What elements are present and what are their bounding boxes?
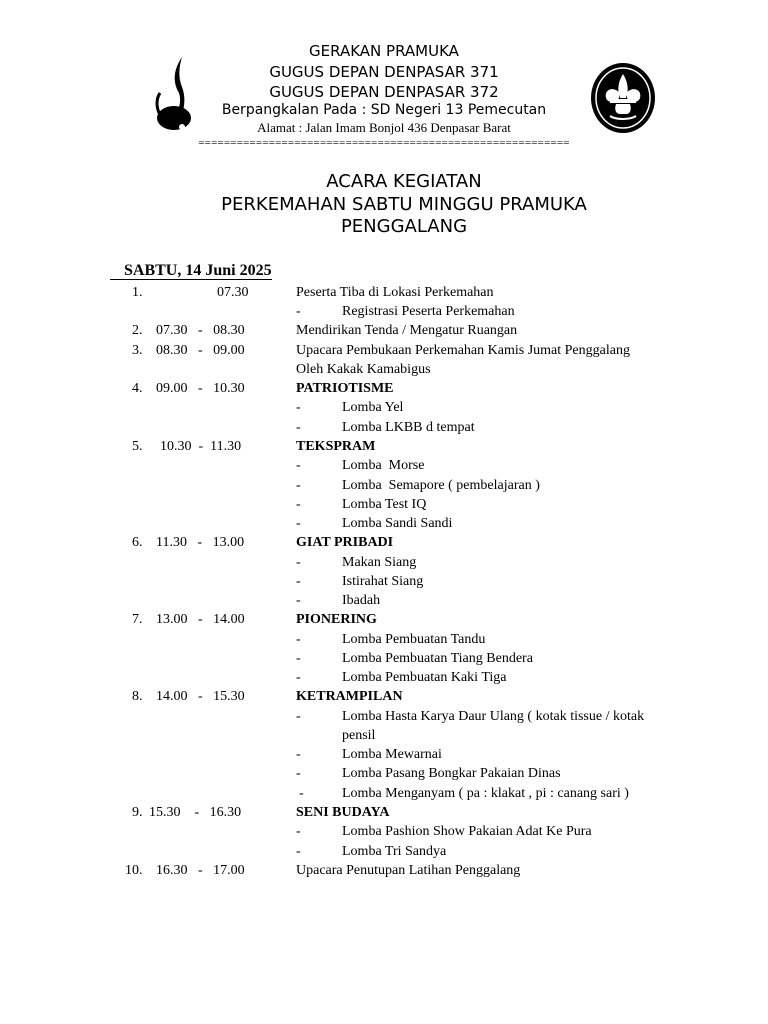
header-divider: ========================================================== [198,137,570,149]
bullet-dash: - [296,593,301,608]
activity-text: Lomba Mewarnai [342,747,442,762]
schedule-row [0,302,768,321]
row-number: 9. [132,805,143,820]
row-time: 14.00 - 15.30 [156,689,245,704]
row-number: 8. [132,689,143,704]
bullet-dash: - [296,709,301,724]
bullet-dash: - [296,824,301,839]
gudep-372: GUGUS DEPAN DENPASAR 372 [269,83,499,101]
schedule-row [0,456,768,475]
row-time: 15.30 - 16.30 [149,805,242,820]
activity-category: PATRIOTISME [296,381,394,396]
schedule-row [0,861,768,880]
bullet-dash: - [296,574,301,589]
gudep-371: GUGUS DEPAN DENPASAR 371 [269,63,499,81]
schedule-row [0,630,768,649]
bullet-dash: - [296,632,301,647]
schedule-row [0,495,768,514]
title-line-2: PERKEMAHAN SABTU MINGGU PRAMUKA [221,194,587,215]
activity-category: SENI BUDAYA [296,805,390,820]
row-time: 13.00 - 14.00 [156,612,245,627]
activity-category: KETRAMPILAN [296,689,403,704]
bullet-dash: - [296,516,301,531]
bullet-dash: - [296,478,301,493]
bullet-dash: - [296,458,301,473]
schedule-row [0,784,768,803]
row-number: 2. [132,323,143,338]
bullet-dash: - [296,766,301,781]
schedule-row [0,803,768,822]
activity-text: Lomba Pasang Bongkar Pakaian Dinas [342,766,561,781]
activity-text: Istirahat Siang [342,574,424,589]
address: Alamat : Jalan Imam Bonjol 436 Denpasar Barat [257,120,511,135]
schedule-row [0,437,768,456]
activity-text: Registrasi Peserta Perkemahan [342,304,515,319]
activity-text: Lomba Morse [342,458,425,473]
schedule-row [0,726,768,745]
title-line-1: ACARA KEGIATAN [326,171,482,192]
activity-text: Lomba Yel [342,400,404,415]
bullet-dash: - [296,670,301,685]
bullet-dash: - [296,420,301,435]
schedule-row [0,476,768,495]
bullet-dash: - [296,304,301,319]
activity-text: Makan Siang [342,555,417,570]
activity-text-continued: pensil [342,728,376,743]
row-number: 4. [132,381,143,396]
schedule-row [0,610,768,629]
bullet-dash: - [296,651,301,666]
row-number: 7. [132,612,143,627]
activity-category: TEKSPRAM [296,439,376,454]
activity-text: Lomba Pembuatan Tandu [342,632,486,647]
schedule-row [0,822,768,841]
bullet-dash: - [299,786,304,801]
activity-text: Lomba LKBB d tempat [342,420,475,435]
row-time: 16.30 - 17.00 [156,863,245,878]
activity-text: Lomba Pashion Show Pakaian Adat Ke Pura [342,824,592,839]
row-time: 09.00 - 10.30 [156,381,245,396]
schedule-row [0,341,768,360]
row-number: 6. [132,535,143,550]
bullet-dash: - [296,555,301,570]
activity-category: GIAT PRIBADI [296,535,394,550]
bullet-dash: - [296,747,301,762]
schedule-row [0,533,768,552]
row-number: 1. [132,285,143,300]
schedule-row [0,553,768,572]
bullet-dash: - [296,497,301,512]
activity-text: Peserta Tiba di Lokasi Perkemahan [296,285,494,300]
activity-text: Ibadah [342,593,381,608]
schedule-row [0,514,768,533]
schedule-row [0,283,768,302]
row-time: 07.30 [217,285,249,300]
schedule-row [0,649,768,668]
activity-text: Lomba Pembuatan Kaki Tiga [342,670,507,685]
schedule-row [0,398,768,417]
schedule-row [0,668,768,687]
schedule-row [0,572,768,591]
row-time: 08.30 - 09.00 [156,343,245,358]
schedule-row [0,764,768,783]
bullet-dash: - [296,844,301,859]
schedule-row [0,379,768,398]
activity-text: Mendirikan Tenda / Mengatur Ruangan [296,323,518,338]
row-number: 10. [125,863,143,878]
schedule-row [0,418,768,437]
schedule-row [0,591,768,610]
schedule-row [0,360,768,379]
row-time: 11.30 - 13.00 [156,535,245,550]
schedule-row [0,842,768,861]
activity-text: Lomba Menganyam ( pa : klakat , pi : canang sari ) [342,786,629,801]
bullet-dash: - [296,400,301,415]
activity-text: Upacara Pembukaan Perkemahan Kamis Jumat Penggalang [296,343,630,358]
row-time: 10.30 - 11.30 [160,439,242,454]
schedule-row [0,321,768,340]
schedule-row [0,745,768,764]
title-line-3: PENGGALANG [340,216,468,237]
activity-category: PIONERING [296,612,377,627]
org-name: GERAKAN PRAMUKA [309,42,459,60]
row-number: 3. [132,343,143,358]
row-time: 07.30 - 08.30 [156,323,245,338]
row-number: 5. [132,439,143,454]
activity-text: Lomba Hasta Karya Daur Ulang ( kotak tissue / kotak [342,709,645,724]
activity-text: Lomba Test IQ [342,497,427,512]
base-school: Berpangkalan Pada : SD Negeri 13 Pemecutan [221,102,547,118]
activity-text: Lomba Semapore ( pembelajaran ) [342,478,540,493]
day-heading: SABTU, 14 Juni 2025 [110,262,272,280]
activity-text: Lomba Sandi Sandi [342,516,453,531]
schedule-row [0,707,768,726]
activity-text: Upacara Penutupan Latihan Penggalang [296,863,521,878]
activity-text: Lomba Tri Sandya [342,844,447,859]
activity-text: Oleh Kakak Kamabigus [296,362,431,377]
schedule-row [0,687,768,706]
activity-text: Lomba Pembuatan Tiang Bendera [342,651,533,666]
